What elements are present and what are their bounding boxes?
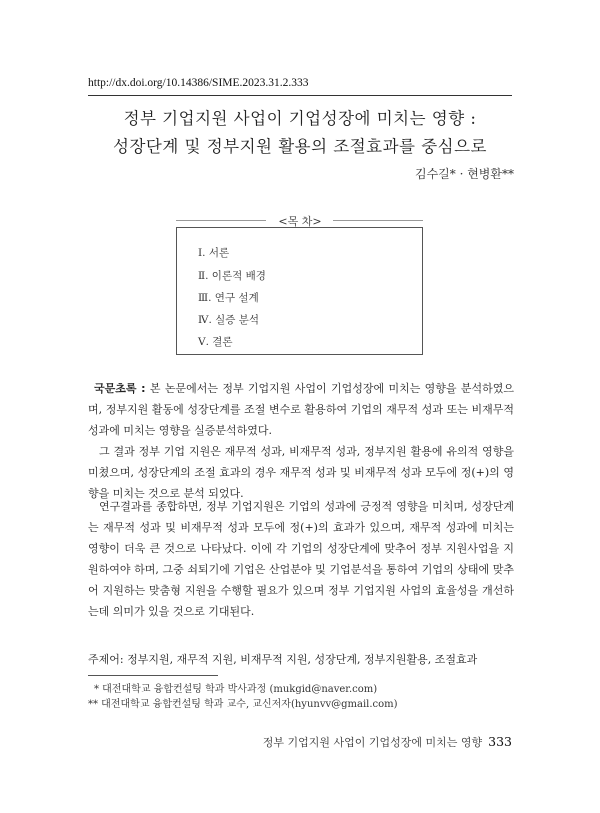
running-head-text: 정부 기업지원 사업이 기업성장에 미치는 영향 [262,736,483,749]
footnote-rule [88,675,218,676]
page-number: 333 [488,734,512,749]
toc-item-design: Ⅲ. 연구 설계 [198,292,259,304]
paper-title-line-2: 성장단계 및 정부지원 활용의 조절효과를 중심으로 [113,137,487,156]
toc-item-introduction: Ⅰ. 서론 [198,247,230,259]
toc-line-left [176,220,266,221]
authors: 김수길* · 현병환** [415,167,514,181]
abstract-paragraph-1 [88,378,514,441]
header-rule-top [88,95,512,96]
paper-title-line-1: 정부 기업지원 사업이 기업성장에 미치는 영향 : [123,109,477,128]
abstract-paragraph-3: 연구결과를 종합하면, 정부 기업지원은 기업의 성과에 긍정적 영향을 미치며, 성장단계는 재무적 성과 및 비재무적 성과 모두에 정(+)의 효과가 있으며, 재무적 성과에 미치는 영향이 더욱 큰 것으로 나타났다. 이에 각 기업의 성장단계에 맞추어 정부 지원사업을 지원하여야 하며, 그중 쇠퇴기에 기업은 산업분야 및 기업분석을 통하여 기업의 상태에 맞추어 지원하는 맞춤형 지원을 수행할 필요가 있으며 정부 기업지원 사업의 효율성을 개선하는데 의미가 있을 것으로 기대된다. [88,500,514,618]
abstract-text-1: 본 논문에서는 정부 기업지원 사업이 기업성장에 미치는 영향을 분석하였으며, 정부지원 활동에 성장단계를 조절 변수로 활용하여 기업의 재무적 성과 또는 비재무적 성과에 미치는 영향을 실증분석하였다. [88,382,514,437]
keywords: 주제어: 정부지원, 재무적 지원, 비재무적 지원, 성장단계, 정부지원활용, 조절효과 [88,653,478,666]
toc-item-theory: Ⅱ. 이론적 배경 [198,270,266,282]
toc-item-conclusion: Ⅴ. 결론 [198,336,233,348]
doi-link[interactable]: http://dx.doi.org/10.14386/SIME.2023.31.2.333 [88,77,309,89]
toc-label: <목 차> [278,215,322,228]
abstract-label: 국문초록 : [94,382,146,395]
footnote-2: ** 대전대학교 융합컨설팅 학과 교수, 교신저자(hyunvv@gmail.com) [88,699,398,710]
footnote-1: * 대전대학교 융합컨설팅 학과 박사과정 (mukgid@naver.com) [94,684,378,695]
toc-line-right [333,220,423,221]
toc-item-analysis: Ⅳ. 실증 분석 [198,314,260,326]
abstract-paragraph-2: 그 결과 정부 기업 지원은 재무적 성과, 비재무적 성과, 정부지원 활용에 유의적 영향을 미쳤으며, 성장단계의 조절 효과의 경우 재무적 성과 및 비재무적 성과 모두에 정(+)의 영향을 미치는 것으로 분석 되었다. [88,445,514,500]
running-head [263,734,512,750]
